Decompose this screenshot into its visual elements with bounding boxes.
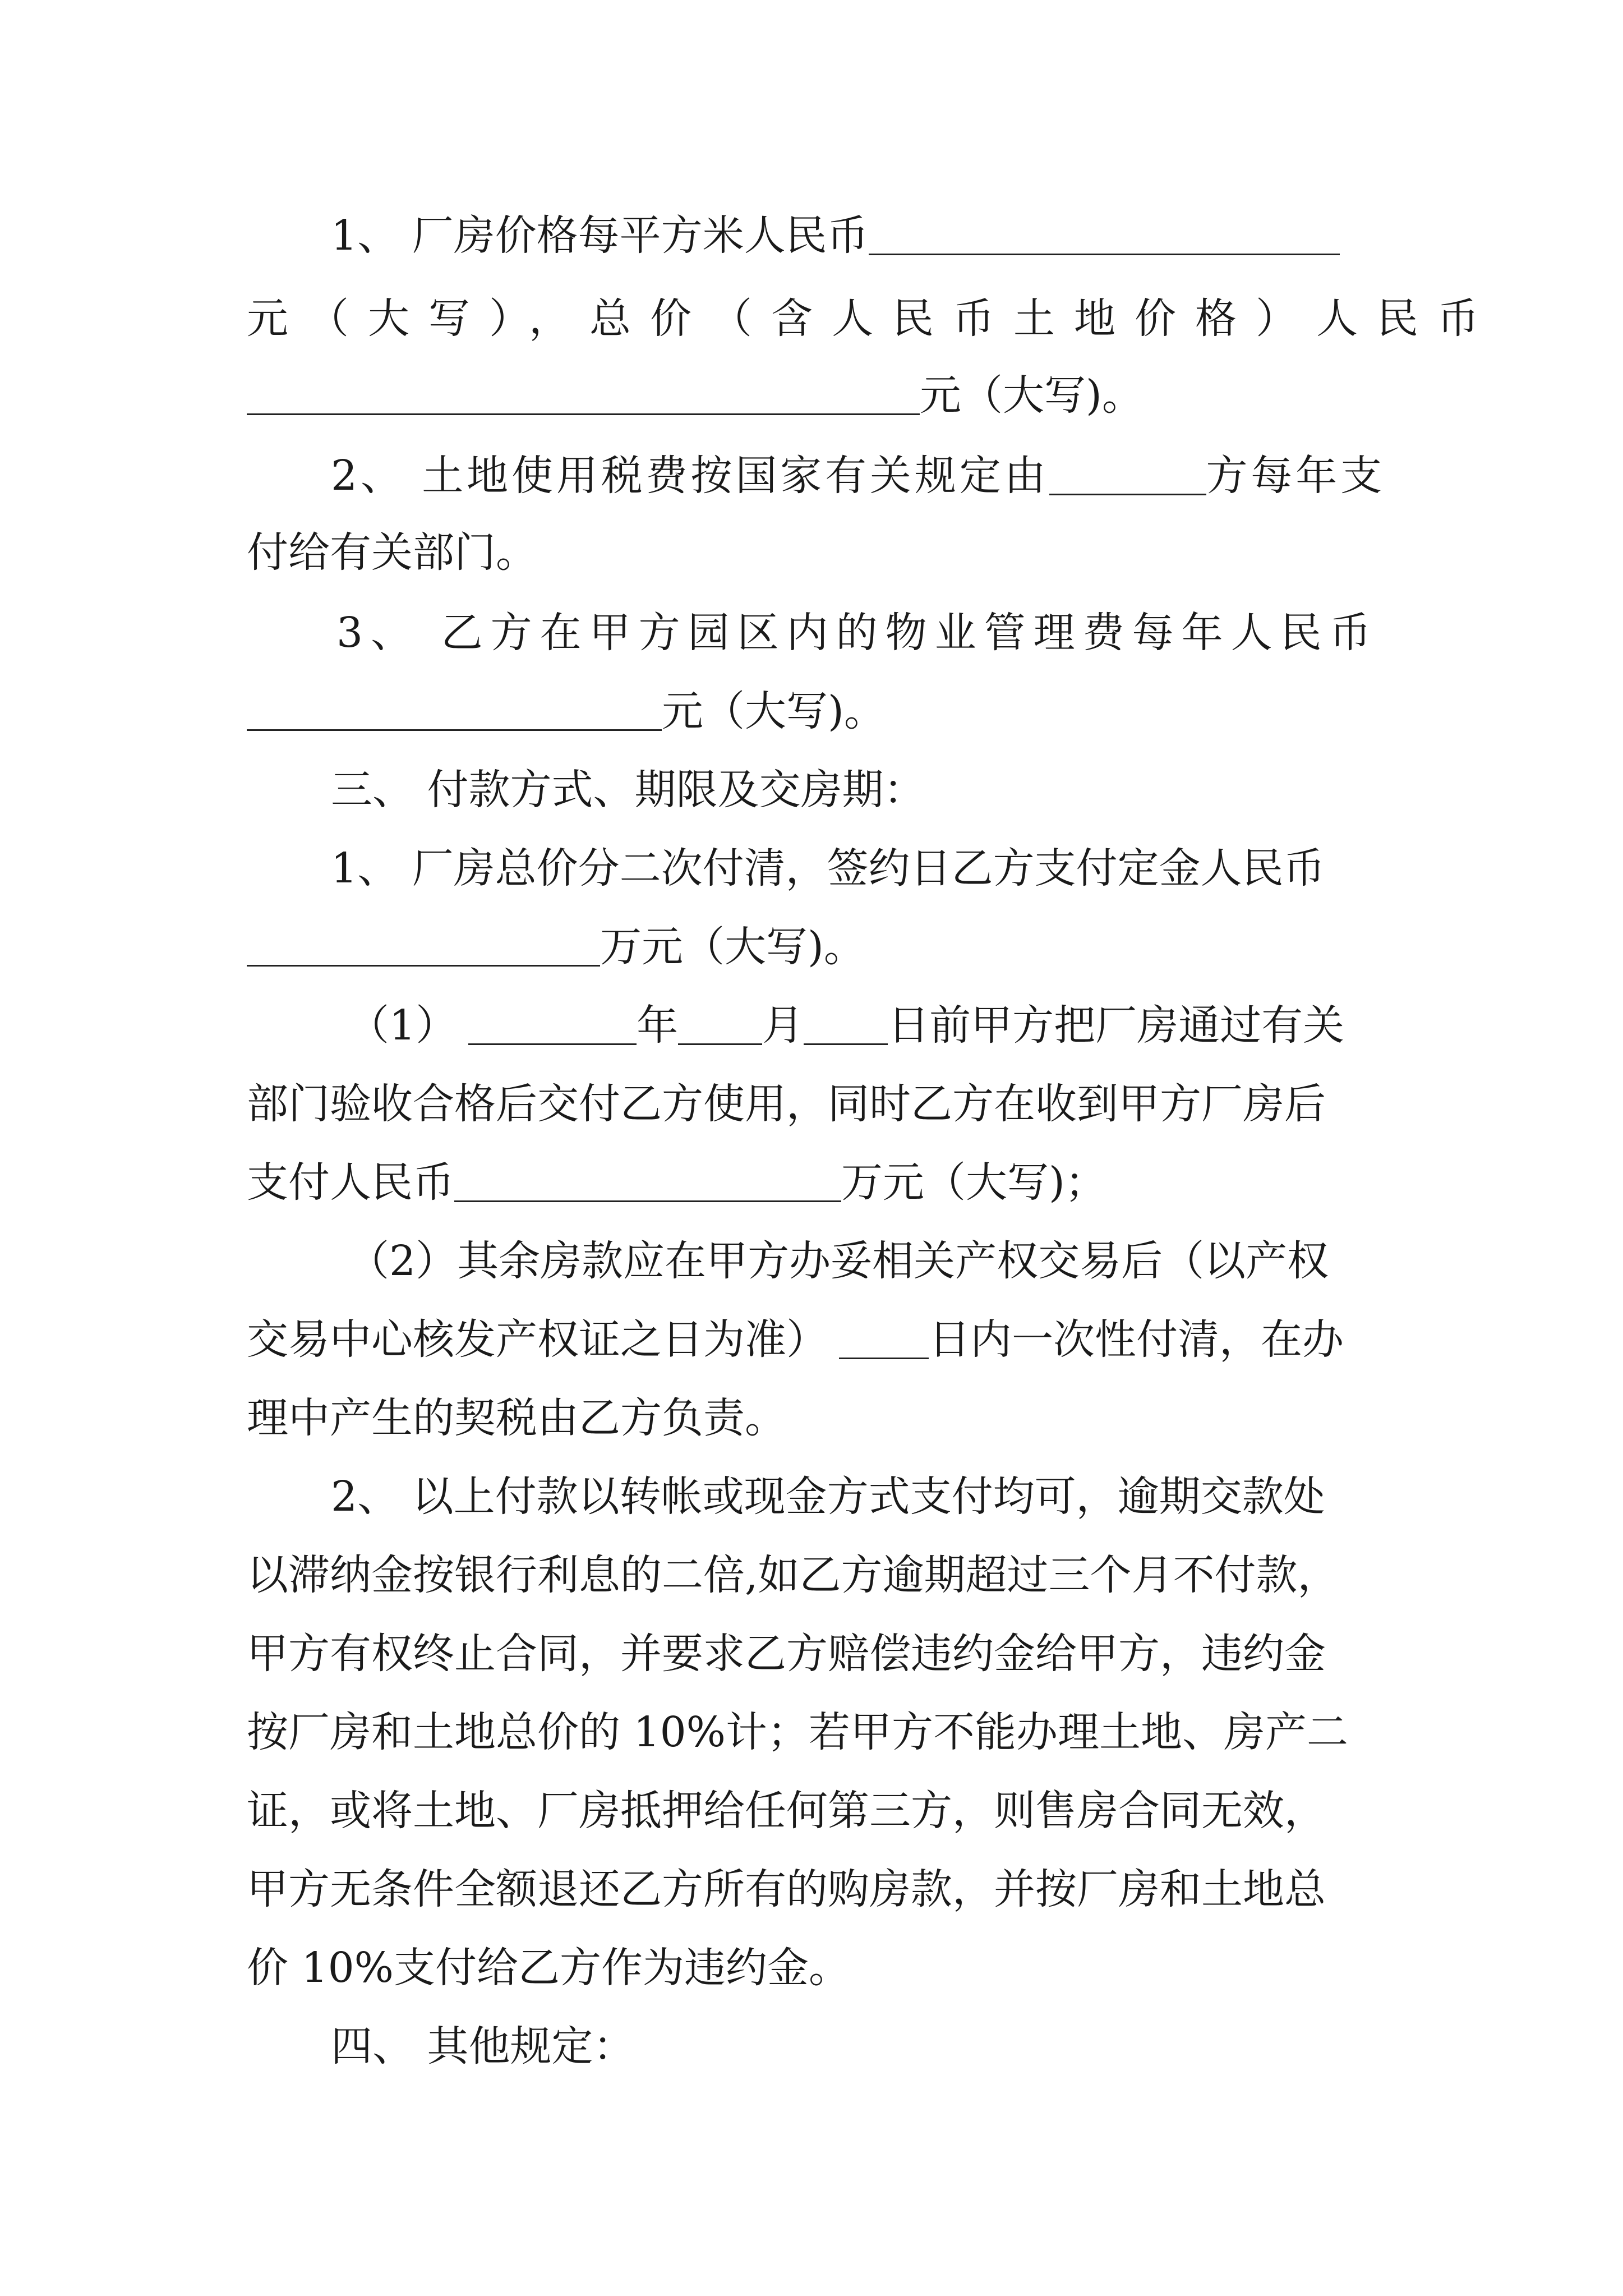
p2-after-blank: 方每年支	[1206, 452, 1386, 500]
p5-line-3	[247, 1152, 1106, 1213]
p5-line-3-lead: 支付人民币	[247, 1158, 454, 1207]
price-per-sqm-blank[interactable]	[869, 254, 1340, 255]
p6-line-2-lead: 交易中心核发产权证之日为准）	[247, 1315, 828, 1364]
p1-line-3	[247, 365, 1144, 426]
deposit-blank[interactable]	[247, 965, 600, 967]
p6-line-3-text: 理中产生的契税由乙方负责。	[247, 1394, 786, 1442]
p7-line-3	[247, 1623, 1326, 1685]
p7-line-4	[247, 1701, 1348, 1763]
year-blank[interactable]	[468, 1043, 637, 1045]
p2-line-1	[331, 445, 1385, 507]
p5-after-day: 日前甲方把厂房通过有关	[888, 1001, 1345, 1050]
p4-line-1	[331, 838, 1325, 899]
p5-line-2	[247, 1073, 1326, 1135]
p6-line-3	[247, 1387, 786, 1449]
p1-line-1	[331, 205, 1340, 266]
p3-lead: 3、 乙方在甲方园区内的物业管理费每年人民币	[336, 609, 1379, 657]
p5-lead: （1）	[348, 1001, 458, 1050]
month-blank[interactable]	[678, 1043, 762, 1045]
p7-line-6	[247, 1858, 1326, 1920]
p7-line-7-text: 价 10%支付给乙方作为违约金。	[247, 1944, 850, 1992]
p7-line-2-text: 以滞纳金按银行利息的二倍,如乙方逾期超过三个月不付款，	[247, 1551, 1339, 1599]
land-tax-party-blank[interactable]	[1049, 494, 1206, 495]
p1-lead: 1、 厂房价格每平方米人民币	[331, 211, 869, 260]
p2-lead: 2、 土地使用税费按国家有关规定由	[331, 452, 1049, 500]
p5-year: 年	[637, 1001, 679, 1050]
p5-month: 月	[762, 1001, 804, 1050]
p6-line-2	[247, 1309, 1344, 1370]
p7-line-3-text: 甲方有权终止合同，并要求乙方赔偿违约金给甲方，违约金	[247, 1630, 1326, 1678]
p7-line-2	[247, 1544, 1339, 1606]
p5-line-3-tail: 万元（大写)；	[841, 1158, 1106, 1207]
p3-line-2	[247, 680, 886, 742]
p3-line-1	[336, 602, 1379, 664]
p4-tail: 万元（大写)。	[600, 923, 865, 971]
p1-line-2	[247, 288, 1498, 349]
p5-line-1	[348, 995, 1344, 1056]
p7-line-6-text: 甲方无条件全额退还乙方所有的购房款，并按厂房和土地总	[247, 1865, 1326, 1913]
total-price-blank[interactable]	[247, 413, 920, 415]
day-blank[interactable]	[804, 1043, 888, 1045]
p2-line-2	[247, 522, 537, 583]
p1-tail: 元（大写)。	[920, 371, 1144, 420]
p7-line-1	[331, 1466, 1325, 1527]
p4-line-2	[247, 916, 865, 978]
p7-line-7	[247, 1937, 850, 1999]
p2-line-2-text: 付给有关部门。	[247, 528, 537, 577]
p7-line-5-text: 证，或将土地、厂房抵押给任何第三方，则售房合同无效，	[247, 1787, 1326, 1835]
payment-amount-blank[interactable]	[454, 1200, 841, 1202]
p7-line-5	[247, 1780, 1326, 1842]
p7-line-1-text: 2、 以上付款以转帐或现金方式支付均可，逾期交款处	[331, 1473, 1325, 1521]
property-fee-blank[interactable]	[247, 729, 662, 731]
p3-tail: 元（大写)。	[662, 687, 886, 735]
p1-line-2-text: 元（大写），总价（含人民币土地价格）人民币	[247, 295, 1498, 343]
section-4-title: 四、 其他规定：	[331, 2022, 635, 2070]
p6-line-1-text: （2）其余房款应在甲方办妥相关产权交易后（以产权	[348, 1237, 1329, 1285]
p7-line-4-text: 按厂房和土地总价的 10%计；若甲方不能办理土地、房产二	[247, 1708, 1348, 1756]
p5-line-2-text: 部门验收合格后交付乙方使用，同时乙方在收到甲方厂房后	[247, 1080, 1326, 1128]
p6-line-1	[348, 1230, 1329, 1292]
section-3-title: 三、 付款方式、期限及交房期：	[331, 766, 925, 814]
p4-lead: 1、 厂房总价分二次付清，签约日乙方支付定金人民币	[331, 844, 1325, 892]
p6-line-2-tail: 日内一次性付清，在办	[929, 1315, 1344, 1364]
days-blank[interactable]	[839, 1358, 929, 1359]
